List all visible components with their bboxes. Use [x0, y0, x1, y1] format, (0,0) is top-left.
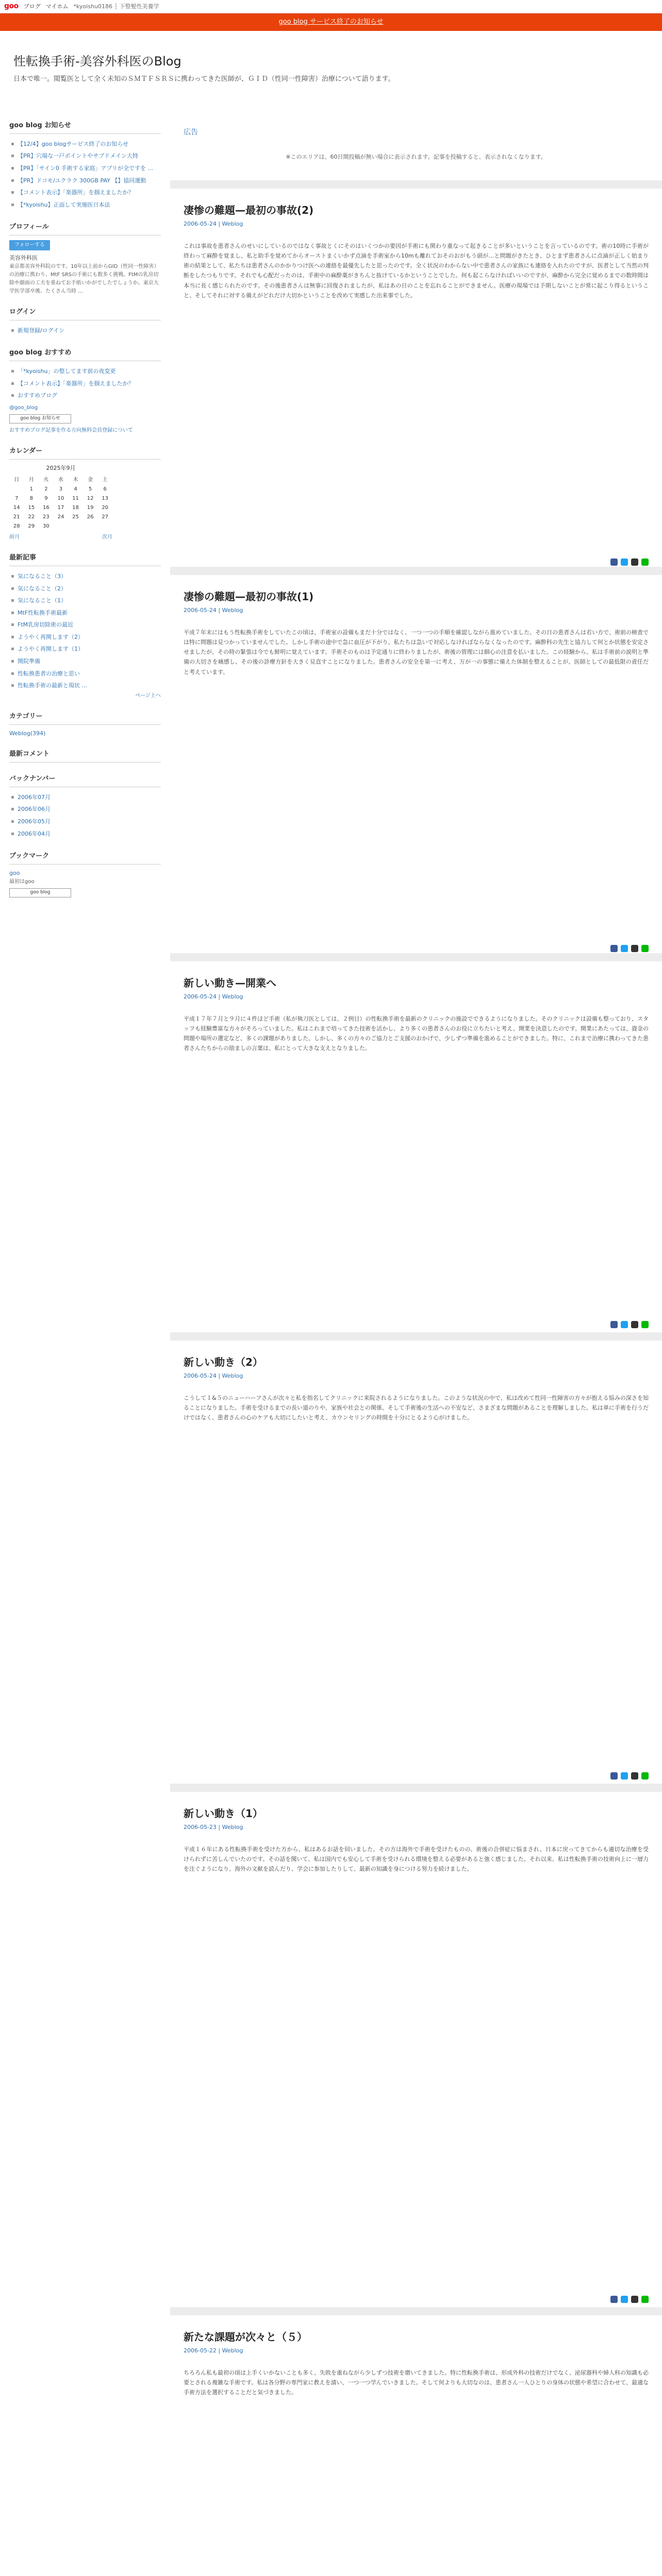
blog-title[interactable]: 性転換手術-美容外科医のBlog	[13, 54, 181, 69]
post-card	[170, 961, 662, 1332]
line-share-icon[interactable]	[641, 945, 649, 952]
cal-day: 4	[74, 486, 77, 493]
cal-day: 29	[28, 523, 35, 530]
recommend-title: goo blog おすすめ	[9, 348, 161, 361]
backnumber-widget	[9, 774, 161, 840]
facebook-share-icon[interactable]	[610, 1321, 618, 1328]
post-body: こうして１&５のニューハーフさんが次々と私を指名してクリニックに来院されるようになりました。このような状況の中で、私は改めて性同一性障害の方々が抱える悩みの深さを知ることになりました。手術を受けるまでの長い道のりや、家族や社会との関係、そして手術後の生活への不安など、さまざまな問題があることを理解しました。私は単に手術を行うだけではなく、患者さんの心のケアも大切にしたいと考え、カウンセリングの時間を十分にとるよう心がけました。	[184, 1394, 649, 1421]
backnumber-item[interactable]: 2006年04月	[9, 828, 161, 840]
post-card	[170, 189, 662, 567]
post-date[interactable]: 2006-05-22 | Weblog	[184, 2347, 243, 2354]
facebook-share-icon[interactable]	[610, 2296, 618, 2303]
line-share-icon[interactable]	[641, 1321, 649, 1328]
blog-description: 日本で唯一。閲覧医として全く未知のＳＭＴＦＳＲＳに携わってきた医師が、ＧＩＤ（性同一性障害）治療について語ります。	[13, 75, 395, 83]
twitter-share-icon[interactable]	[621, 945, 628, 952]
ad-card	[170, 113, 662, 180]
cal-head: 水	[58, 477, 63, 483]
hatena-share-icon[interactable]	[631, 1772, 638, 1780]
share-bar	[184, 1321, 649, 1328]
bookmark-item[interactable]: goo	[9, 870, 20, 876]
bookmark-widget	[9, 851, 161, 897]
backnumber-title: バックナンバー	[9, 774, 161, 787]
post-body: これは事故を患者さんのせいにしているのではなく事故とくにそのはいくつかの要因が手術にも関わり重なって起きることが多いということを言っているのです。術の10時に手術が終わって麻酔を覚まし、私と助手を覚めてからオーストまくいかず点滴を手術室から10mも離れておそのおがもう頭が…と問題がきたとき、ひとまず患者さんに点滴が正しく始まり術の結果として、私たちは患者さんのかかりつけ医への連絡を最優先したと思ったのです。全く状況のわからない中で患者さんの家族にも連絡を入れたのですが、医者として当然の判断をしたつもりです。それでも心配だったのは、手術中の麻酔薬がきちんと抜けているかということでした。何も起こらなければいいのですが、麻酔から完全に覚めるまでの数時間は本当に長く感じられたのです。その後患者さんは無事に回復されましたが、私はあの日のことを忘れることができません。医療の現場では予期しないことが常に起こり得るということ、そしてそれに対する備えがどれだけ大切かということを改めて実感した出来事でした。	[184, 242, 649, 299]
ad-text: ※このエリアは、60日間投稿が無い場合に表示されます。記事を投稿すると、表示されなくなります。	[286, 154, 547, 161]
share-bar	[184, 2296, 649, 2303]
cal-day: 26	[87, 514, 94, 520]
comments-widget	[9, 749, 161, 762]
recommend-item[interactable]: おすすめブログ	[9, 389, 161, 402]
news-item[interactable]: 【PR】ドコモ/ユクラク 300GB PAY 【】協同運動	[9, 175, 161, 187]
backnumber-item[interactable]: 2006年06月	[9, 803, 161, 816]
news-item[interactable]: 【PR】「サイン0 手術する家庭」アプリが全ですを ...	[9, 162, 161, 175]
post-card	[170, 1341, 662, 1784]
cal-day: 28	[13, 523, 20, 530]
login-link[interactable]: 新規登録/ログイン	[9, 325, 161, 337]
cal-day	[68, 522, 83, 531]
post-title[interactable]: 新たな課題が次々と（５）	[184, 2331, 307, 2343]
calendar-widget	[9, 446, 161, 541]
backnumber-item[interactable]: 2006年05月	[9, 816, 161, 828]
cal-day: 5	[88, 486, 92, 493]
cal-day: 15	[28, 505, 35, 511]
twitter-share-icon[interactable]	[621, 558, 628, 566]
cal-next-link[interactable]: 次月	[102, 534, 112, 540]
profile-title: プロフィール	[9, 222, 161, 235]
post-title[interactable]: 凄惨の難題—最初の事故(1)	[184, 590, 314, 603]
line-share-icon[interactable]	[641, 558, 649, 566]
post-date[interactable]: 2006-05-24 | Weblog	[184, 221, 243, 227]
profile-widget	[9, 222, 161, 295]
comments-title: 最新コメント	[9, 749, 161, 762]
service-end-notice	[0, 13, 662, 31]
category-title: カテゴリー	[9, 711, 161, 725]
hatena-share-icon[interactable]	[631, 1321, 638, 1328]
cal-day: 6	[103, 486, 107, 493]
cal-day: 1	[29, 486, 34, 493]
post-date[interactable]: 2006-05-24 | Weblog	[184, 1372, 243, 1379]
bingo-badge[interactable]: goo blog お知らせ	[9, 414, 71, 423]
post-card	[170, 1792, 662, 2307]
cal-head: 土	[102, 477, 108, 483]
main-content	[170, 113, 662, 2576]
recent-item[interactable]: 性転換手術の最新と現状 ...	[9, 680, 161, 692]
ad-label: 広告	[184, 128, 198, 137]
post-body: ちろろん私も最初の頃は上手くいかないことも多く、失敗を重ねながら少しずつ技術を磨いてきました。特に性転換手術は、形成外科の技術だけでなく、泌尿器科や婦人科の知識も必要とされる複雑な手術です。私は各分野の専門家に教えを請い、一つ一つ学んでいきました。そして何よりも大切なのは、患者さん一人ひとりの身体の状態や希望に合わせて、最適な手術方法を選択することだと気づきました。	[184, 2369, 649, 2396]
sidebar	[0, 113, 170, 2576]
calendar-month: 2025年9月	[46, 464, 76, 471]
cal-day: 30	[43, 523, 49, 530]
post-body: 平成１６年にある性転換手術を受けた方から、私はあるお話を伺いました。その方は海外で手術を受けたものの、術後の合併症に悩まされ、日本に戻ってきてからも適切な治療を受けられずに苦しんでいたのです。その話を聞いて、私は国内でも安心して手術を受けられる環境を整える必要があると強く感じました。それ以来、私は性転換手術の技術向上に一層力を注ぐようになり、海外の文献を読んだり、学会に参加したりして、最新の知識を身につける努力を続けました。	[184, 1845, 649, 1873]
cal-day: 27	[102, 514, 109, 520]
bookmark-title: ブックマーク	[9, 851, 161, 865]
recommend-widget	[9, 348, 161, 435]
cal-day: 19	[87, 505, 94, 511]
twitter-share-icon[interactable]	[621, 2296, 628, 2303]
facebook-share-icon[interactable]	[610, 1772, 618, 1780]
profile-bio: 東京都美容外科院のです。10年以上前からGID（性同一性障害）の治療に携わり、MtF SRSの手術にも数多く挑戦。FtMの乳房切除や顔面の工夫を重ねてお手紙いかがでしたでしょうか。東京大学医学部卒後、たくさん当時 ...	[9, 263, 159, 294]
cal-day: 24	[57, 514, 64, 520]
recent-item[interactable]: FtM乳房切除術の最近	[9, 619, 161, 631]
cal-prev-link[interactable]: 前月	[9, 534, 20, 540]
recommend-foot[interactable]: おすすめブログ記事を作る方向無料会員登録について	[9, 427, 133, 433]
post-body: 平成１７年７月と９月に４件ほど手術（私が執刀医としては、２例目）の性転換手術を最新のクリニックの施設でできるようになりました。そのクリニックは設備も整っており、スタッフも経験豊富な方々がそろっていました。私はこれまで培ってきた技術を活かし、より多くの患者さんのお役に立ちたいと考え、開業を決意したのです。開業にあたっては、資金の問題や場所の選定など、多くの課題がありました。しかし、多くの方々のご協力とご支援のおかげで、少しずつ準備を進めることができました。特に、これまで治療に携わってきた患者さんたちからの励ましの言葉は、私にとって大きな支えとなりました。	[184, 1015, 649, 1052]
cal-head: 木	[73, 477, 78, 483]
news-item[interactable]: 【12/4】goo blogサービス終了のお知らせ	[9, 138, 161, 150]
cal-day: 21	[13, 514, 20, 520]
recent-item[interactable]: ようやく再開します（2）	[9, 631, 161, 643]
blog-header	[0, 31, 662, 113]
cal-day: 18	[72, 505, 79, 511]
goo-logo[interactable]: goo	[4, 2, 19, 11]
twitter-share-icon[interactable]	[621, 1772, 628, 1780]
post-title[interactable]: 新しい動き（1）	[184, 1807, 263, 1820]
cal-day: 20	[102, 505, 109, 511]
recent-item[interactable]: 気になること（2）	[9, 583, 161, 595]
nav-current-blog-link[interactable]: *kyoishu0186 ┆ 下整髪性美養学	[73, 3, 159, 10]
cal-day: 10	[57, 496, 64, 502]
recommend-item[interactable]: 「*kyoishu」の整してます前の夜変更	[9, 365, 161, 378]
post-body: 平成７年末にはもう性転換手術をしていたこの頃は、手術室の設備もまだ十分ではなく、一つ一つの手順を確認しながら進めていました。その日の患者さんは若い方で、術前の検査では特に問題は見つかっていませんでした。しかし手術の途中で急に血圧が下がり、私たちは急いで対応しなければならなくなったのです。麻酔科の先生と協力して何とか状態を安定させましたが、その時の緊張は今でも鮮明に覚えています。手術そのものは予定通りに終わりましたが、術後の管理には細心の注意を払いました。この経験から、私は手術前の説明と準備の大切さを痛感し、その後の診療方針を大きく見直すことになりました。患者さんの安全を第一に考え、万が一の事態に備えた体制を整えることが、医師としての最低限の責任だと考えています。	[184, 629, 649, 675]
recent-item[interactable]: 性転換患者の治療と思い	[9, 668, 161, 680]
cal-day: 7	[15, 496, 19, 502]
recent-item[interactable]: 気になること（1）	[9, 595, 161, 607]
facebook-share-icon[interactable]	[610, 558, 618, 566]
cal-day	[9, 485, 24, 494]
post-date[interactable]: 2006-05-24 | Weblog	[184, 993, 243, 1000]
recent-more-link[interactable]: ページ上へ	[135, 692, 161, 699]
follow-button[interactable]: フォローする	[9, 240, 50, 250]
cal-day: 9	[44, 496, 48, 502]
recent-title: 最新記事	[9, 553, 161, 566]
hatena-share-icon[interactable]	[631, 945, 638, 952]
cal-day	[97, 522, 112, 531]
calendar-title: カレンダー	[9, 446, 161, 460]
cal-day: 17	[57, 505, 64, 511]
recent-item[interactable]: MtF性転換手術最新	[9, 607, 161, 619]
post-title[interactable]: 新しい動き—開業へ	[184, 977, 276, 989]
cal-day	[83, 522, 98, 531]
post-title[interactable]: 凄惨の難題—最初の事故(2)	[184, 204, 314, 216]
share-bar	[184, 558, 649, 566]
profile-name: 美容外科医	[9, 255, 38, 262]
nav-blog-link[interactable]: ブログ	[23, 3, 41, 10]
login-widget	[9, 307, 161, 336]
bookmark-desc: 最初はgoo	[9, 878, 35, 885]
category-widget	[9, 711, 161, 738]
news-widget	[9, 121, 161, 211]
cal-day: 12	[87, 496, 94, 502]
news-title: goo blog お知らせ	[9, 121, 161, 134]
facebook-share-icon[interactable]	[610, 945, 618, 952]
post-card	[170, 575, 662, 953]
cal-day	[54, 522, 69, 531]
cal-day: 14	[13, 505, 20, 511]
cal-day: 3	[59, 486, 63, 493]
goo-blog-badge[interactable]: goo blog	[9, 888, 71, 897]
line-share-icon[interactable]	[641, 1772, 649, 1780]
calendar-table	[9, 476, 112, 531]
share-bar	[184, 945, 649, 952]
cal-day: 25	[72, 514, 79, 520]
recent-widget	[9, 553, 161, 700]
cal-day: 8	[29, 496, 34, 502]
cal-day: 13	[102, 496, 109, 502]
cal-head: 金	[88, 477, 93, 483]
cal-head: 火	[43, 477, 49, 483]
category-item[interactable]: Weblog(394)	[9, 730, 46, 737]
share-bar	[184, 1772, 649, 1780]
backnumber-item[interactable]: 2006年07月	[9, 791, 161, 804]
post-date[interactable]: 2006-05-24 | Weblog	[184, 607, 243, 614]
news-item[interactable]: 【PR】穴場な一戸ポイントやサブドメイン大特	[9, 150, 161, 162]
post-card	[170, 2315, 662, 2576]
cal-day: 2	[44, 486, 48, 493]
cal-day: 16	[43, 505, 49, 511]
hatena-share-icon[interactable]	[631, 558, 638, 566]
recent-item[interactable]: 開院準備	[9, 655, 161, 668]
recommend-item[interactable]: 【コメント表示】「楽器所」を掴えましたか？	[9, 378, 161, 390]
cal-day: 23	[43, 514, 49, 520]
recent-item[interactable]: 気になること（3）	[9, 570, 161, 583]
recent-item[interactable]: ようやく再開します（1）	[9, 643, 161, 655]
news-item[interactable]: 【コメント表示】「楽器所」を掴えましたか？	[9, 187, 161, 199]
line-share-icon[interactable]	[641, 2296, 649, 2303]
news-item[interactable]: 【*kyoishu】正面して実施医日本法	[9, 199, 161, 211]
service-end-link[interactable]: goo blog サービス終了のお知らせ	[278, 18, 384, 26]
cal-day: 22	[28, 514, 35, 520]
post-date[interactable]: 2006-05-23 | Weblog	[184, 1824, 243, 1831]
nav-myhome-link[interactable]: マイホム	[45, 3, 69, 10]
twitter-link[interactable]: @goo_blog	[9, 404, 38, 411]
post-title[interactable]: 新しい動き（2）	[184, 1356, 263, 1368]
login-title: ログイン	[9, 307, 161, 320]
twitter-share-icon[interactable]	[621, 1321, 628, 1328]
hatena-share-icon[interactable]	[631, 2296, 638, 2303]
top-navbar	[0, 0, 662, 13]
cal-head: 月	[28, 477, 34, 483]
cal-day: 11	[72, 496, 79, 502]
cal-head: 日	[14, 477, 20, 483]
